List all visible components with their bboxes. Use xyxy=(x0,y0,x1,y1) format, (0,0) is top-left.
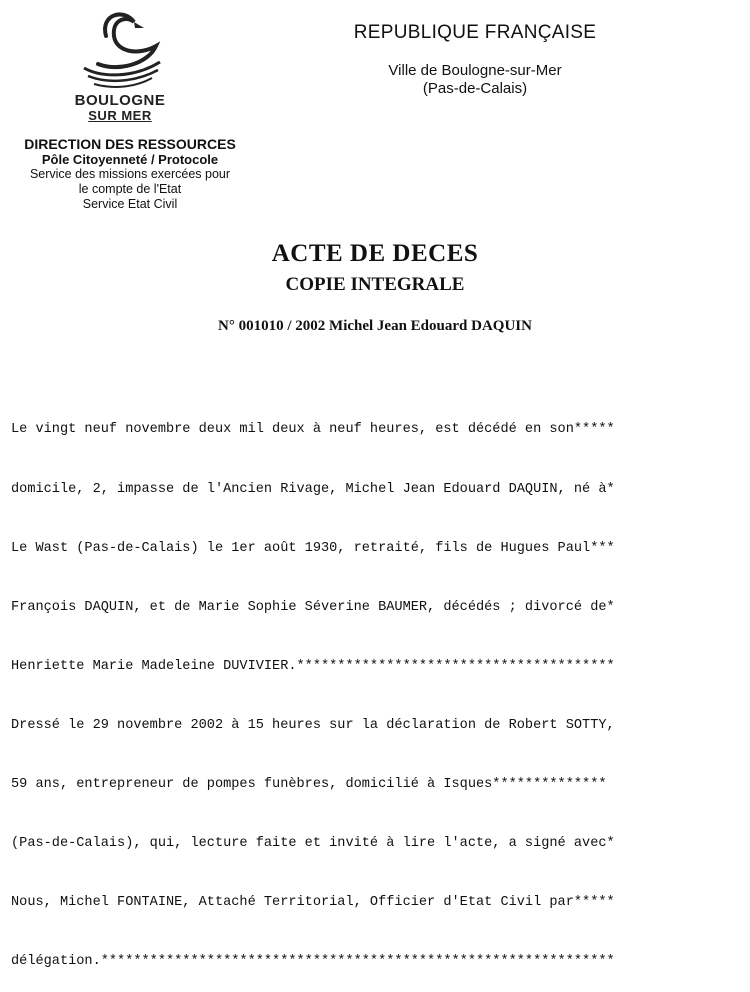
body-line: Le vingt neuf novembre deux mil deux à neuf heures, est décédé en son***** xyxy=(11,422,615,438)
body-line: 59 ans, entrepreneur de pompes funèbres, domicilié à Isques************** xyxy=(11,777,607,793)
department-name: (Pas-de-Calais) xyxy=(422,80,528,97)
republic-title: REPUBLIQUE FRANÇAISE xyxy=(353,22,597,43)
direction-line-1: Service des missions exercées pour xyxy=(29,167,231,181)
swan-icon xyxy=(78,6,164,90)
city-name: Ville de Boulogne-sur-Mer xyxy=(388,62,562,79)
logo xyxy=(60,6,180,124)
act-body xyxy=(11,381,747,992)
document-reference: N° 001010 / 2002 Michel Jean Edouard DAQUIN xyxy=(218,318,532,334)
direction-line-3: Service Etat Civil xyxy=(82,197,178,211)
body-line: domicile, 2, impasse de l'Ancien Rivage, Michel Jean Edouard DAQUIN, né à* xyxy=(11,481,615,497)
body-line: Nous, Michel FONTAINE, Attaché Territorial, Officier d'Etat Civil par***** xyxy=(11,895,615,911)
body-line: (Pas-de-Calais), qui, lecture faite et invité à lire l'acte, a signé avec* xyxy=(11,836,615,852)
body-line: Henriette Marie Madeleine DUVIVIER.*************************************** xyxy=(11,658,615,674)
direction-title: DIRECTION DES RESSOURCES xyxy=(24,136,236,152)
direction-pole: Pôle Citoyenneté / Protocole xyxy=(41,152,219,167)
document-subtitle: COPIE INTEGRALE xyxy=(285,274,465,295)
body-line: Le Wast (Pas-de-Calais) le 1er août 1930, retraité, fils de Hugues Paul*** xyxy=(11,540,615,556)
republic-header xyxy=(320,22,630,97)
body-line: Dressé le 29 novembre 2002 à 15 heures sur la déclaration de Robert SOTTY, xyxy=(11,717,615,733)
logo-line-2: SUR MER xyxy=(88,108,152,123)
body-line: délégation.*************************************************************** xyxy=(11,954,615,970)
direction-block xyxy=(10,137,250,212)
body-line: François DAQUIN, et de Marie Sophie Séverine BAUMER, décédés ; divorcé de* xyxy=(11,599,615,615)
document-title: ACTE DE DECES xyxy=(271,240,479,267)
direction-line-2: le compte de l'Etat xyxy=(78,182,182,196)
logo-line-1: BOULOGNE xyxy=(74,92,166,109)
